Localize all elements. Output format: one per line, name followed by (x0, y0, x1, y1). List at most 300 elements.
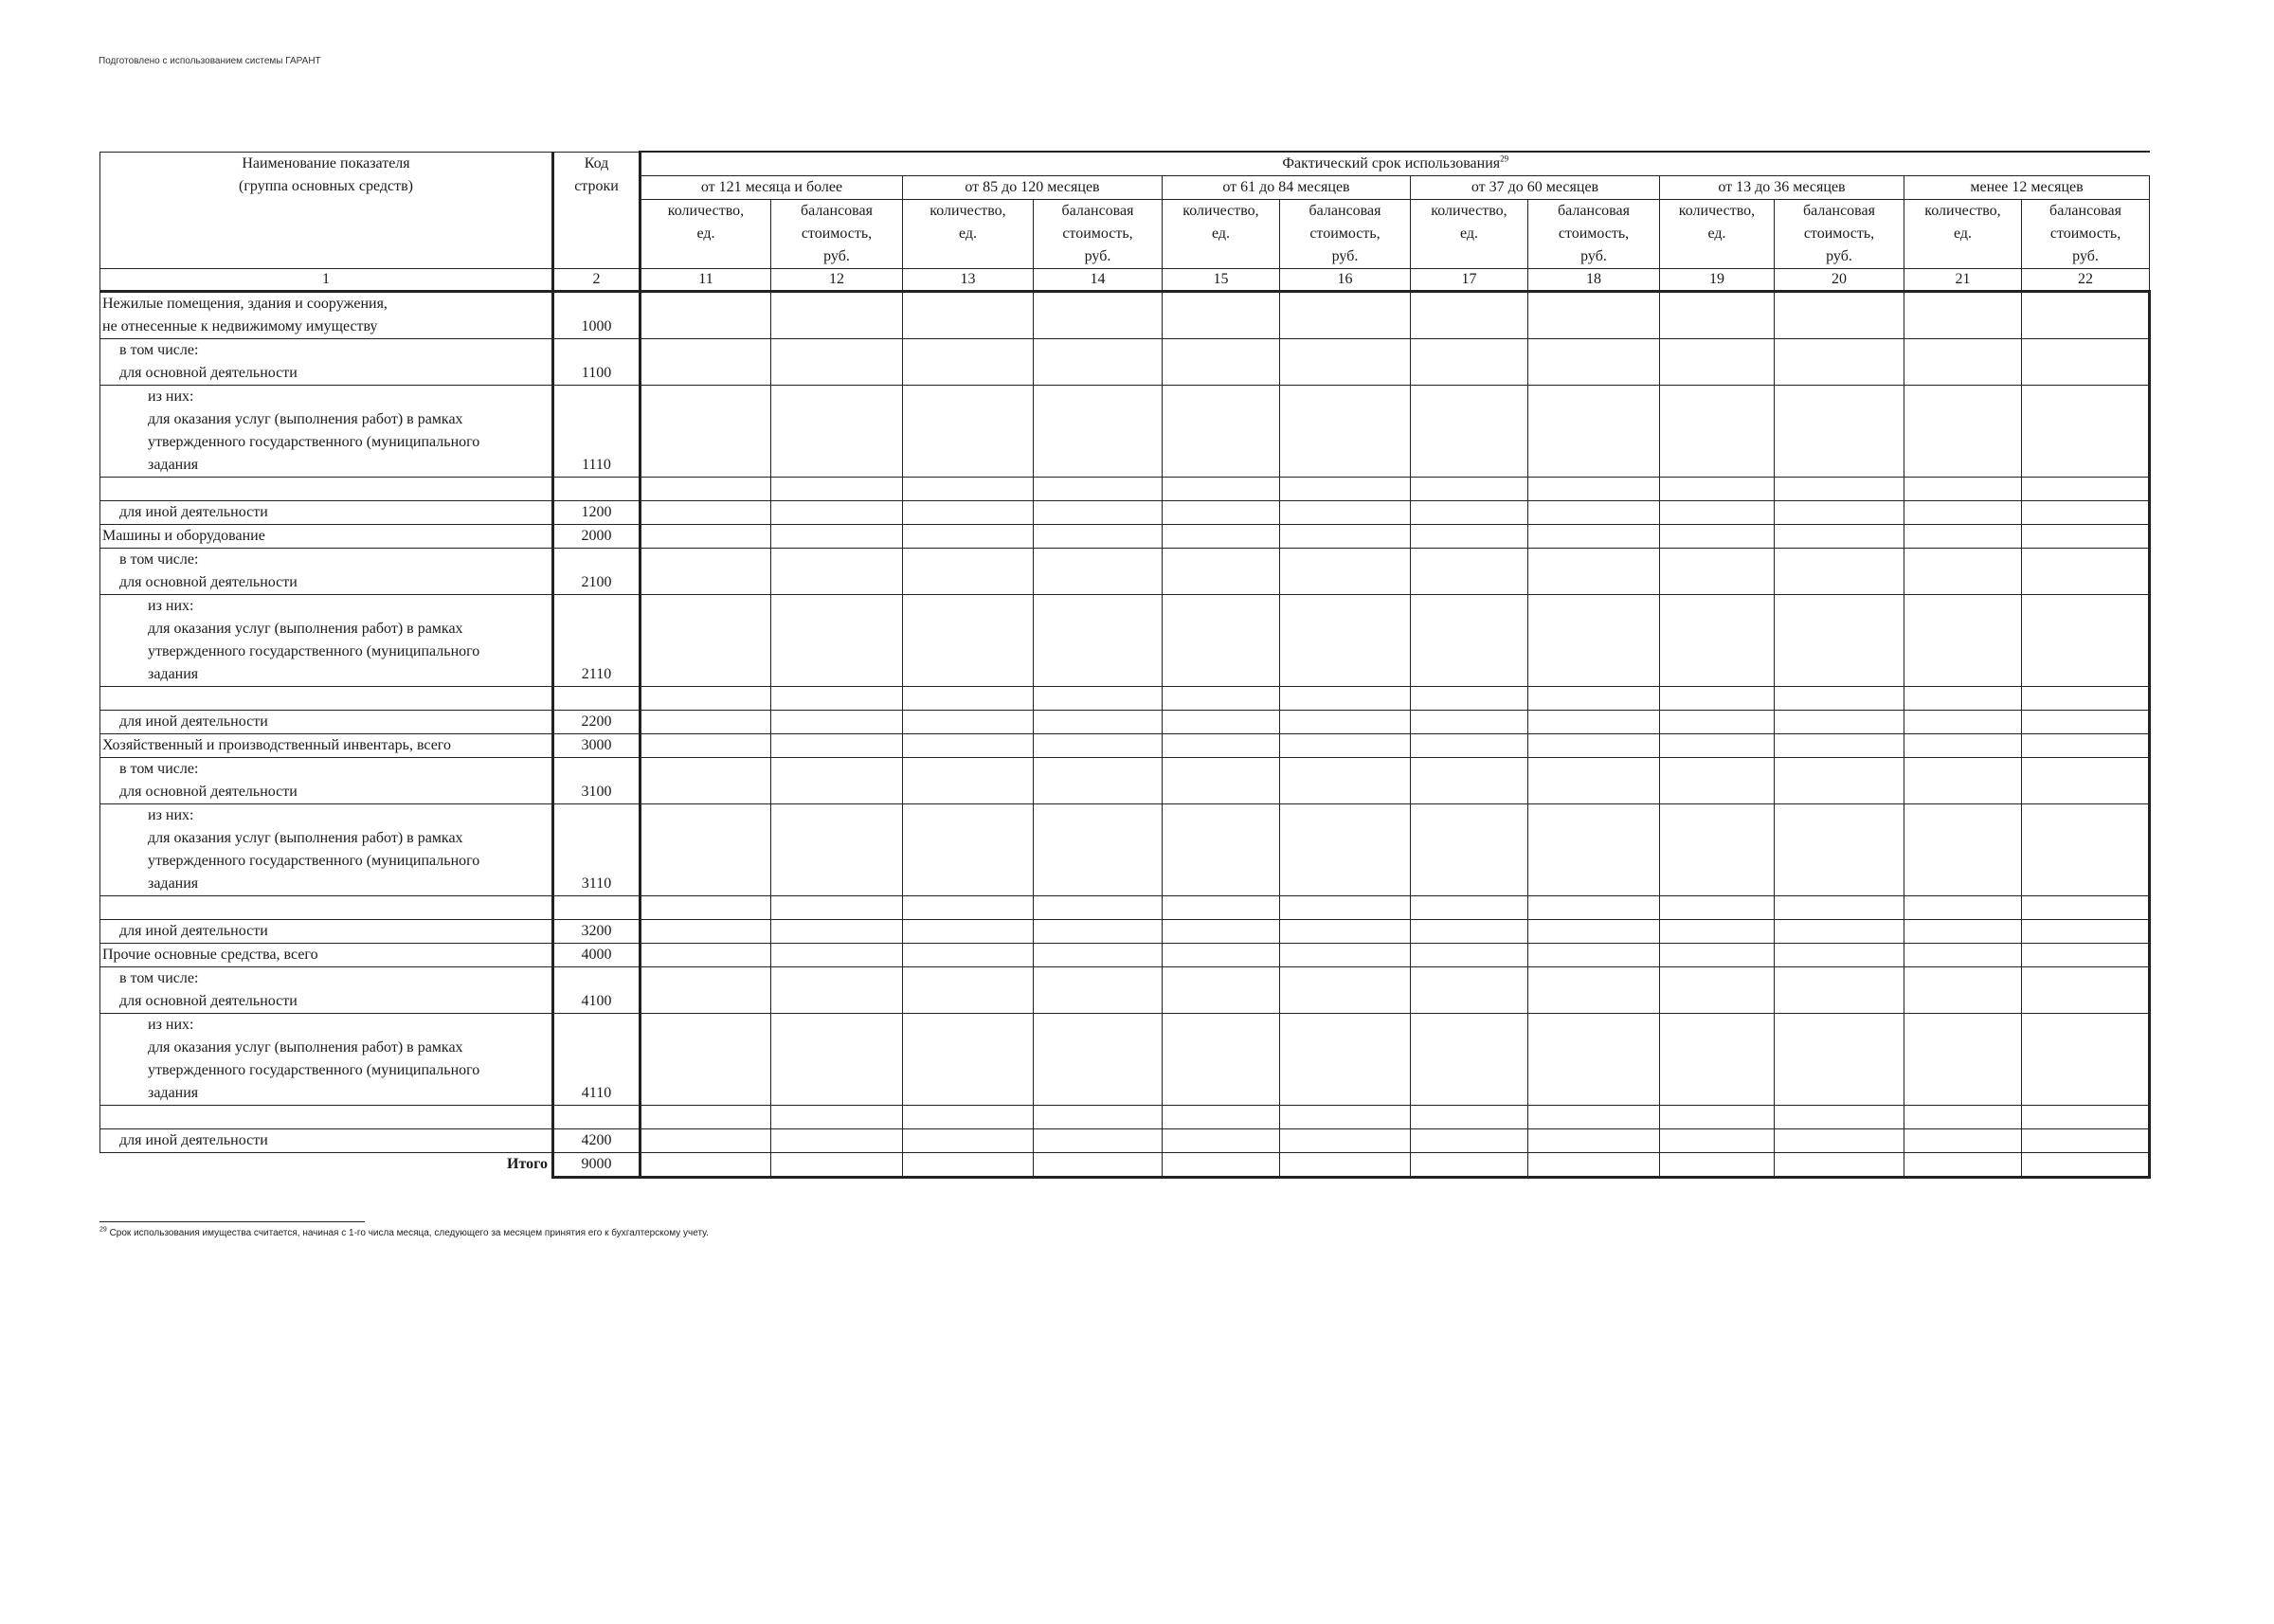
value-cell[interactable] (1528, 758, 1660, 804)
qty-cell[interactable] (1660, 804, 1775, 896)
row-code (553, 1106, 641, 1129)
total-value-cell[interactable] (1034, 1153, 1163, 1178)
value-header-line2: стоимость, (2049, 226, 2121, 242)
qty-cell[interactable] (903, 595, 1034, 687)
value-cell[interactable] (2022, 292, 2150, 339)
value-cell[interactable] (771, 896, 903, 920)
value-cell[interactable] (1034, 386, 1163, 478)
qty-cell[interactable] (1411, 386, 1528, 478)
qty-cell[interactable] (903, 478, 1034, 501)
qty-cell[interactable] (641, 734, 771, 758)
qty-cell[interactable] (1163, 896, 1280, 920)
value-cell[interactable] (1528, 896, 1660, 920)
qty-cell[interactable] (903, 1014, 1034, 1106)
value-cell[interactable] (1034, 1129, 1163, 1153)
value-cell[interactable] (771, 501, 903, 525)
value-cell[interactable] (1280, 339, 1411, 386)
value-cell[interactable] (771, 758, 903, 804)
qty-cell[interactable] (1904, 1106, 2022, 1129)
value-header-line2: стоимость, (1803, 226, 1875, 242)
value-cell[interactable] (1775, 758, 1904, 804)
value-cell[interactable] (2022, 734, 2150, 758)
row-code: 4110 (553, 1014, 641, 1106)
qty-cell[interactable] (1660, 1106, 1775, 1129)
value-cell[interactable] (1528, 595, 1660, 687)
value-cell[interactable] (1528, 734, 1660, 758)
qty-cell[interactable] (1660, 1129, 1775, 1153)
qty-cell[interactable] (1660, 944, 1775, 967)
qty-cell[interactable] (1411, 339, 1528, 386)
total-value-cell[interactable] (1528, 1153, 1660, 1178)
qty-cell[interactable] (903, 501, 1034, 525)
total-qty-cell[interactable] (1660, 1153, 1775, 1178)
index-cell: 12 (771, 269, 903, 292)
qty-cell[interactable] (1660, 967, 1775, 1014)
index-cell: 16 (1280, 269, 1411, 292)
value-cell[interactable] (771, 967, 903, 1014)
qty-cell[interactable] (903, 525, 1034, 549)
qty-cell[interactable] (903, 292, 1034, 339)
qty-cell[interactable] (1904, 1129, 2022, 1153)
row-label-line: в том числе: (119, 970, 199, 986)
total-code: 9000 (553, 1153, 641, 1178)
value-cell[interactable] (1528, 1129, 1660, 1153)
value-cell[interactable] (771, 920, 903, 944)
qty-cell[interactable] (1163, 758, 1280, 804)
value-cell[interactable] (1280, 549, 1411, 595)
value-cell[interactable] (1528, 478, 1660, 501)
value-cell[interactable] (1528, 339, 1660, 386)
qty-cell[interactable] (903, 920, 1034, 944)
value-cell[interactable] (2022, 525, 2150, 549)
period-header: от 121 месяца и более (641, 176, 903, 200)
qty-cell[interactable] (1660, 501, 1775, 525)
value-header-line3: руб. (2072, 248, 2099, 264)
index-cell: 1 (100, 269, 553, 292)
qty-cell[interactable] (1163, 1014, 1280, 1106)
row-label-line: для основной деятельности (119, 993, 298, 1009)
value-cell[interactable] (2022, 804, 2150, 896)
value-cell[interactable] (1034, 1014, 1163, 1106)
qty-cell[interactable] (1411, 920, 1528, 944)
qty-cell[interactable] (903, 687, 1034, 711)
value-cell[interactable] (771, 595, 903, 687)
qty-cell[interactable] (1411, 525, 1528, 549)
col-code-header-line2: строки (574, 177, 619, 194)
value-cell[interactable] (771, 711, 903, 734)
qty-cell[interactable] (1904, 501, 2022, 525)
value-cell[interactable] (771, 525, 903, 549)
value-header-line3: руб. (823, 248, 850, 264)
value-cell[interactable] (2022, 896, 2150, 920)
index-cell: 15 (1163, 269, 1280, 292)
qty-cell[interactable] (641, 501, 771, 525)
qty-cell[interactable] (641, 478, 771, 501)
value-cell[interactable] (1775, 339, 1904, 386)
qty-cell[interactable] (1163, 549, 1280, 595)
value-cell[interactable] (2022, 920, 2150, 944)
qty-cell[interactable] (1904, 1014, 2022, 1106)
value-cell[interactable] (771, 1106, 903, 1129)
qty-cell[interactable] (1163, 967, 1280, 1014)
row-label (100, 896, 553, 920)
value-cell[interactable] (1280, 292, 1411, 339)
value-cell[interactable] (771, 1129, 903, 1153)
qty-cell[interactable] (641, 525, 771, 549)
qty-cell[interactable] (641, 1129, 771, 1153)
row-label-line: утвержденного государственного (муниципального (148, 1062, 480, 1078)
qty-cell[interactable] (1660, 525, 1775, 549)
qty-cell[interactable] (1904, 687, 2022, 711)
value-cell[interactable] (1528, 549, 1660, 595)
value-cell[interactable] (771, 339, 903, 386)
value-header (1528, 200, 1660, 269)
qty-cell[interactable] (1411, 549, 1528, 595)
qty-cell[interactable] (1411, 501, 1528, 525)
qty-cell[interactable] (1904, 920, 2022, 944)
qty-cell[interactable] (1904, 478, 2022, 501)
qty-cell[interactable] (1411, 944, 1528, 967)
value-cell[interactable] (2022, 1106, 2150, 1129)
value-cell[interactable] (1775, 944, 1904, 967)
value-cell[interactable] (1280, 711, 1411, 734)
row-label-line: для основной деятельности (119, 365, 298, 381)
qty-cell[interactable] (1163, 920, 1280, 944)
value-cell[interactable] (771, 478, 903, 501)
value-cell[interactable] (771, 687, 903, 711)
row-label-line: утвержденного государственного (муниципального (148, 853, 480, 869)
col-code-header (553, 152, 641, 269)
qty-cell[interactable] (1904, 595, 2022, 687)
value-header (1034, 200, 1163, 269)
value-cell[interactable] (2022, 549, 2150, 595)
qty-cell[interactable] (641, 711, 771, 734)
value-cell[interactable] (2022, 711, 2150, 734)
qty-cell[interactable] (641, 549, 771, 595)
value-cell[interactable] (771, 386, 903, 478)
qty-cell[interactable] (1411, 758, 1528, 804)
qty-cell[interactable] (1904, 339, 2022, 386)
value-cell[interactable] (1528, 920, 1660, 944)
index-cell: 11 (641, 269, 771, 292)
value-cell[interactable] (1034, 525, 1163, 549)
value-cell[interactable] (1775, 1129, 1904, 1153)
qty-cell[interactable] (1660, 339, 1775, 386)
value-cell[interactable] (1280, 967, 1411, 1014)
value-cell[interactable] (1280, 501, 1411, 525)
value-cell[interactable] (1034, 687, 1163, 711)
row-label-line: задания (148, 1085, 199, 1101)
total-qty-cell[interactable] (1904, 1153, 2022, 1178)
value-cell[interactable] (1775, 734, 1904, 758)
qty-cell[interactable] (641, 595, 771, 687)
total-value-cell[interactable] (771, 1153, 903, 1178)
value-cell[interactable] (1280, 896, 1411, 920)
qty-cell[interactable] (1660, 478, 1775, 501)
value-cell[interactable] (1280, 734, 1411, 758)
qty-cell[interactable] (1411, 478, 1528, 501)
footnote-ref: 29 (99, 1226, 107, 1234)
qty-cell[interactable] (1163, 944, 1280, 967)
value-cell[interactable] (1775, 292, 1904, 339)
qty-cell[interactable] (1163, 1129, 1280, 1153)
qty-cell[interactable] (1411, 292, 1528, 339)
qty-cell[interactable] (1660, 758, 1775, 804)
value-cell[interactable] (1034, 339, 1163, 386)
value-cell[interactable] (1528, 1106, 1660, 1129)
qty-cell[interactable] (641, 1014, 771, 1106)
value-cell[interactable] (2022, 595, 2150, 687)
value-cell[interactable] (1034, 549, 1163, 595)
value-cell[interactable] (1034, 734, 1163, 758)
qty-cell[interactable] (1904, 967, 2022, 1014)
qty-cell[interactable] (641, 920, 771, 944)
qty-cell[interactable] (1163, 595, 1280, 687)
qty-cell[interactable] (1904, 944, 2022, 967)
value-cell[interactable] (2022, 1014, 2150, 1106)
qty-cell[interactable] (903, 804, 1034, 896)
value-cell[interactable] (771, 944, 903, 967)
qty-cell[interactable] (1411, 896, 1528, 920)
row-label (100, 501, 553, 525)
value-cell[interactable] (1528, 292, 1660, 339)
qty-cell[interactable] (1163, 386, 1280, 478)
value-cell[interactable] (2022, 501, 2150, 525)
qty-cell[interactable] (1163, 711, 1280, 734)
value-header-line1: балансовая (801, 203, 873, 219)
value-cell[interactable] (1280, 804, 1411, 896)
header-row-group (100, 152, 2150, 176)
value-header-line3: руб. (1331, 248, 1359, 264)
row-label-line: Хозяйственный и производственный инвентарь, всего (102, 737, 451, 753)
qty-cell[interactable] (903, 711, 1034, 734)
qty-cell[interactable] (641, 758, 771, 804)
table-row (100, 804, 2150, 896)
value-cell[interactable] (1280, 687, 1411, 711)
value-cell[interactable] (2022, 339, 2150, 386)
row-label-line: из них: (148, 388, 194, 405)
qty-cell[interactable] (1660, 292, 1775, 339)
qty-cell[interactable] (1904, 711, 2022, 734)
qty-cell[interactable] (1660, 734, 1775, 758)
value-cell[interactable] (1528, 711, 1660, 734)
total-qty-cell[interactable] (1411, 1153, 1528, 1178)
qty-cell[interactable] (641, 896, 771, 920)
value-cell[interactable] (1775, 804, 1904, 896)
value-cell[interactable] (1775, 595, 1904, 687)
qty-cell[interactable] (1163, 1106, 1280, 1129)
qty-cell[interactable] (1660, 920, 1775, 944)
qty-cell[interactable] (1660, 595, 1775, 687)
total-value-cell[interactable] (1775, 1153, 1904, 1178)
value-cell[interactable] (2022, 687, 2150, 711)
value-cell[interactable] (1775, 478, 1904, 501)
qty-cell[interactable] (1904, 804, 2022, 896)
value-cell[interactable] (1528, 525, 1660, 549)
value-cell[interactable] (771, 549, 903, 595)
value-cell[interactable] (1775, 386, 1904, 478)
qty-cell[interactable] (1660, 386, 1775, 478)
col-name-header-line2: (группа основных средств) (239, 177, 413, 194)
value-cell[interactable] (1775, 549, 1904, 595)
row-label (100, 1106, 553, 1129)
value-cell[interactable] (1034, 478, 1163, 501)
qty-cell[interactable] (903, 339, 1034, 386)
row-label-line: не отнесенные к недвижимому имуществу (102, 318, 378, 334)
qty-cell[interactable] (903, 386, 1034, 478)
value-cell[interactable] (1775, 1106, 1904, 1129)
qty-cell[interactable] (1163, 292, 1280, 339)
value-cell[interactable] (1280, 525, 1411, 549)
qty-cell[interactable] (641, 967, 771, 1014)
qty-cell[interactable] (1411, 1014, 1528, 1106)
value-cell[interactable] (1528, 967, 1660, 1014)
total-value-cell[interactable] (1280, 1153, 1411, 1178)
qty-cell[interactable] (641, 804, 771, 896)
qty-cell[interactable] (1163, 734, 1280, 758)
value-cell[interactable] (1775, 1014, 1904, 1106)
value-cell[interactable] (1280, 920, 1411, 944)
qty-cell[interactable] (1411, 967, 1528, 1014)
value-cell[interactable] (1280, 1106, 1411, 1129)
value-cell[interactable] (1034, 292, 1163, 339)
qty-cell[interactable] (1163, 687, 1280, 711)
value-cell[interactable] (1528, 1014, 1660, 1106)
value-cell[interactable] (1528, 944, 1660, 967)
value-cell[interactable] (1528, 386, 1660, 478)
value-cell[interactable] (1528, 687, 1660, 711)
value-cell[interactable] (1280, 478, 1411, 501)
qty-cell[interactable] (903, 896, 1034, 920)
qty-cell[interactable] (641, 292, 771, 339)
value-cell[interactable] (1034, 804, 1163, 896)
qty-cell[interactable] (903, 1106, 1034, 1129)
qty-cell[interactable] (1660, 1014, 1775, 1106)
table-row (100, 549, 2150, 595)
value-cell[interactable] (1034, 758, 1163, 804)
table-row (100, 386, 2150, 478)
qty-cell[interactable] (1904, 525, 2022, 549)
value-cell[interactable] (2022, 1129, 2150, 1153)
qty-cell[interactable] (903, 1129, 1034, 1153)
total-qty-cell[interactable] (903, 1153, 1034, 1178)
value-cell[interactable] (1280, 386, 1411, 478)
value-cell[interactable] (1280, 1129, 1411, 1153)
value-cell[interactable] (1034, 595, 1163, 687)
qty-cell[interactable] (1411, 595, 1528, 687)
qty-cell[interactable] (1163, 804, 1280, 896)
value-header-line1: балансовая (2049, 203, 2121, 219)
total-qty-cell[interactable] (641, 1153, 771, 1178)
qty-cell[interactable] (1411, 804, 1528, 896)
value-cell[interactable] (1034, 896, 1163, 920)
qty-cell[interactable] (1660, 687, 1775, 711)
row-label (100, 687, 553, 711)
value-cell[interactable] (1775, 687, 1904, 711)
qty-cell[interactable] (1163, 339, 1280, 386)
value-cell[interactable] (771, 292, 903, 339)
qty-cell[interactable] (903, 734, 1034, 758)
qty-cell[interactable] (1411, 734, 1528, 758)
qty-cell[interactable] (641, 944, 771, 967)
value-cell[interactable] (1034, 501, 1163, 525)
qty-cell[interactable] (1904, 549, 2022, 595)
value-cell[interactable] (2022, 478, 2150, 501)
total-qty-cell[interactable] (1163, 1153, 1280, 1178)
value-cell[interactable] (1528, 804, 1660, 896)
qty-header-line2: ед. (1459, 226, 1479, 242)
value-cell[interactable] (1034, 711, 1163, 734)
value-cell[interactable] (1034, 944, 1163, 967)
qty-cell[interactable] (903, 944, 1034, 967)
value-cell[interactable] (2022, 386, 2150, 478)
value-cell[interactable] (1775, 501, 1904, 525)
value-cell[interactable] (2022, 758, 2150, 804)
qty-cell[interactable] (641, 687, 771, 711)
value-cell[interactable] (1775, 896, 1904, 920)
row-label (100, 944, 553, 967)
qty-cell[interactable] (1163, 525, 1280, 549)
value-cell[interactable] (771, 1014, 903, 1106)
qty-cell[interactable] (1411, 711, 1528, 734)
value-cell[interactable] (1034, 920, 1163, 944)
value-header (2022, 200, 2150, 269)
value-cell[interactable] (1280, 944, 1411, 967)
qty-cell[interactable] (903, 549, 1034, 595)
value-cell[interactable] (1528, 501, 1660, 525)
qty-header-line2: ед. (1953, 226, 1973, 242)
qty-cell[interactable] (1660, 549, 1775, 595)
qty-cell[interactable] (903, 967, 1034, 1014)
qty-cell[interactable] (1163, 501, 1280, 525)
value-cell[interactable] (1280, 595, 1411, 687)
qty-cell[interactable] (1660, 896, 1775, 920)
qty-cell[interactable] (1904, 896, 2022, 920)
value-cell[interactable] (2022, 967, 2150, 1014)
value-cell[interactable] (1034, 967, 1163, 1014)
qty-cell[interactable] (1163, 478, 1280, 501)
value-cell[interactable] (1775, 920, 1904, 944)
value-header (1775, 200, 1904, 269)
value-cell[interactable] (1280, 1014, 1411, 1106)
qty-cell[interactable] (1904, 292, 2022, 339)
qty-cell[interactable] (1904, 734, 2022, 758)
qty-cell[interactable] (1904, 386, 2022, 478)
qty-cell[interactable] (903, 758, 1034, 804)
qty-cell[interactable] (1411, 1129, 1528, 1153)
index-cell: 13 (903, 269, 1034, 292)
row-label (100, 549, 553, 595)
value-header-line1: балансовая (1308, 203, 1381, 219)
qty-cell[interactable] (1904, 758, 2022, 804)
value-cell[interactable] (1775, 525, 1904, 549)
value-cell[interactable] (2022, 944, 2150, 967)
qty-cell[interactable] (1411, 1106, 1528, 1129)
qty-cell[interactable] (1411, 687, 1528, 711)
row-label-line: для иной деятельности (119, 504, 268, 520)
qty-cell[interactable] (641, 339, 771, 386)
value-cell[interactable] (1775, 711, 1904, 734)
qty-cell[interactable] (641, 1106, 771, 1129)
qty-cell[interactable] (1660, 711, 1775, 734)
value-cell[interactable] (771, 734, 903, 758)
value-cell[interactable] (1034, 1106, 1163, 1129)
value-cell[interactable] (771, 804, 903, 896)
value-cell[interactable] (1775, 967, 1904, 1014)
qty-cell[interactable] (641, 386, 771, 478)
total-value-cell[interactable] (2022, 1153, 2150, 1178)
value-cell[interactable] (1280, 758, 1411, 804)
